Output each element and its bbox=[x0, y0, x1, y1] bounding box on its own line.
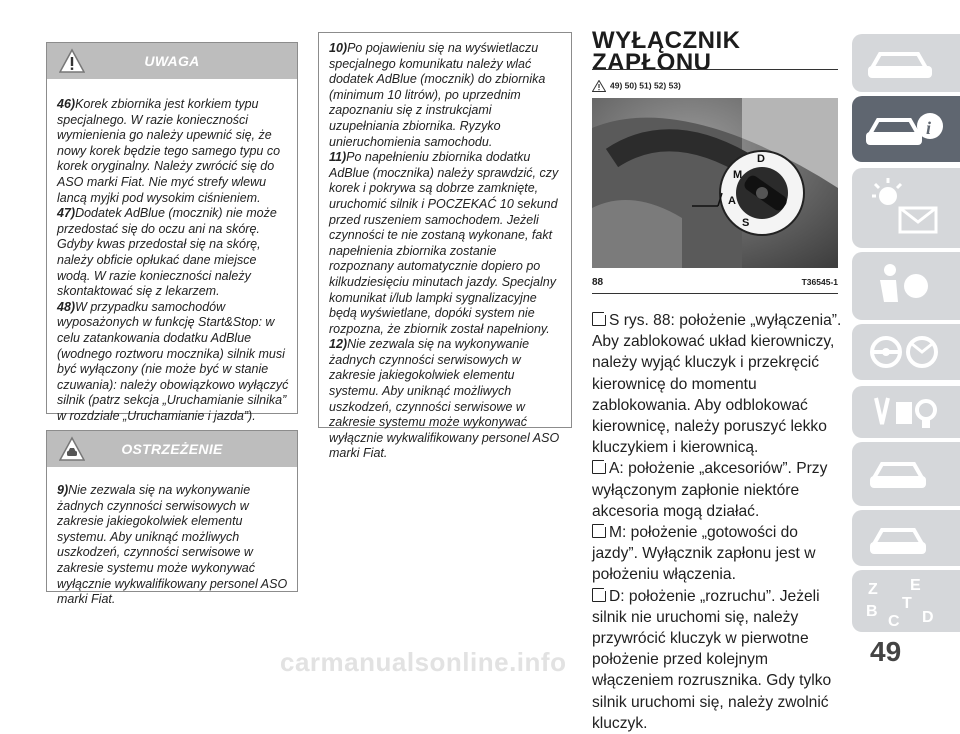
item-number: 9) bbox=[57, 483, 69, 497]
paragraph bbox=[592, 458, 844, 522]
item-number: 46) bbox=[57, 97, 76, 111]
list-item bbox=[329, 337, 563, 462]
caution-box-header bbox=[47, 431, 297, 467]
index-letter: Z bbox=[868, 581, 878, 598]
tab-warning-lights[interactable] bbox=[852, 168, 960, 248]
paragraph bbox=[592, 522, 844, 586]
index-letter: C bbox=[888, 613, 900, 630]
car-maintenance-icon bbox=[866, 450, 936, 498]
item-text: Dodatek AdBlue (mocznik) nie może przedostać się do oczu ani na skórę. Gdyby kwas przedostał się na skórę, należy obficie opłukać dane miejsce wodą. W razie konieczności należy skontaktować się z lekarzem. bbox=[57, 206, 277, 299]
item-text: Po pojawieniu się na wyświetlaczu specjalnego komunikatu należy wlać dodatek AdBlue (mocznik) do zbiornika (minimum 10 litrów), po uprzednim zapoznaniu się z instrukcjami uzupełniania zbiornika. Ryzyko unieruchomienia samochodu. bbox=[329, 41, 546, 149]
list-item bbox=[57, 206, 289, 300]
checkbox-bullet-icon bbox=[592, 588, 606, 602]
section-heading bbox=[592, 27, 838, 76]
item-number: 47) bbox=[57, 206, 76, 221]
figure-number: 88 bbox=[592, 277, 604, 288]
paragraph bbox=[592, 586, 844, 734]
index-letter: E bbox=[910, 578, 921, 594]
list-item bbox=[57, 97, 289, 206]
tab-safety[interactable] bbox=[852, 252, 960, 320]
item-text: Po napełnieniu zbiornika dodatku AdBlue (mocznika) należy sprawdzić, czy korek i pokrywa są dobrze zamknięte, uruchomić silnik i POCZEKAĆ 10 sekund przed ruszeniem samochodem. Jeżeli czynności te nie zostaną wykonane, fakt napełnienia zbiornika zostanie rozpoznany automatycznie dopiero po kilkudziesięciu minutach jazdy. Specjalny komunikat i/lub lampki sygnalizacyjne będą wyświetlane, dopóki system nie rozpozna, że zbiornik został napełniony. bbox=[329, 150, 559, 336]
continued-warning-box bbox=[318, 32, 572, 461]
key-position-label: S bbox=[742, 217, 750, 229]
ignition-description bbox=[592, 310, 844, 734]
paragraph-text: S rys. 88: położenie „wyłączenia”. Aby zablokować układ kierowniczy, należy wyjąć kluczyk i przekręcić kierownicę do momentu zablokowania. Aby odblokować kierownicę, należy poruszyć lekko kluczykiem i kierownicą. bbox=[592, 312, 842, 457]
item-text: Korek zbiornika jest korkiem typu specjalnego. W razie konieczności wymienienia go należy upewnić się, że nowy korek będzie tego samego typu co korek oryginalny. Należy zwrócić się do ASO marki Fiat. Nie myć strefy wlewu lancą myjki pod wysokim ciśnieniem. bbox=[57, 97, 281, 205]
tab-car-info[interactable] bbox=[852, 96, 960, 162]
svg-text:i: i bbox=[926, 118, 932, 138]
index-letter: D bbox=[922, 609, 934, 626]
key-position-label: A bbox=[728, 195, 736, 207]
item-number: 10) bbox=[329, 41, 348, 55]
caution-box-body bbox=[47, 467, 297, 608]
list-item bbox=[329, 41, 563, 150]
continued-warning-body bbox=[319, 33, 571, 462]
airbag-icon bbox=[866, 260, 936, 310]
car-icon bbox=[866, 42, 936, 84]
watermark: carmanualsonline.info bbox=[280, 647, 567, 677]
list-item bbox=[57, 300, 289, 425]
paragraph-text: A: położenie „akcesoriów”. Przy wyłączonym zapłonie niektóre akcesoria mogą działać. bbox=[592, 460, 828, 520]
paragraph-text: D: położenie „rozruchu”. Jeżeli silnik nie uruchomi się, należy przywrócić kluczyk w pierwotne położenie przed kolejnym włączeniem rozrusznika. Gdy tylko silnik uruchomi się, należy zwolnić kluczyk. bbox=[592, 587, 832, 732]
tab-index[interactable] bbox=[852, 570, 960, 632]
tab-technical-data[interactable] bbox=[852, 510, 960, 566]
warning-references bbox=[592, 80, 681, 92]
warning-lights-icon bbox=[866, 176, 946, 238]
list-item bbox=[57, 483, 289, 608]
tab-driving[interactable] bbox=[852, 324, 960, 380]
paragraph bbox=[592, 310, 844, 458]
emergency-icon bbox=[866, 394, 946, 434]
checkbox-bullet-icon bbox=[592, 312, 606, 326]
tab-maintenance[interactable] bbox=[852, 442, 960, 506]
key-position-label: D bbox=[757, 153, 765, 165]
list-item bbox=[329, 150, 563, 337]
warning-box-header bbox=[47, 43, 297, 79]
item-text: Nie zezwala się na wykonywanie żadnych czynności serwisowych w zakresie jakiegokolwiek elementu systemu. Aby uniknąć możliwych uszkodzeń, czynności serwisowe w zakresie systemu może wykonywać wyłącznie wykwalifikowany personel ASO marki Fiat. bbox=[329, 337, 560, 461]
warning-triangle-icon bbox=[592, 80, 606, 92]
caution-box bbox=[46, 430, 298, 607]
checkbox-bullet-icon bbox=[592, 524, 606, 538]
paragraph-text: M: położenie „gotowości do jazdy”. Wyłącznik zapłonu jest w położeniu włączenia. bbox=[592, 524, 816, 584]
item-text: W przypadku samochodów wyposażonych w funkcję Start&Stop: w celu zatankowania dodatku AdBlue (wodnego roztworu mocznika) silnik musi być wyłączony (nie może być w stanie czuwania): należy obowiązkowo wyłączyć silnik (patrz sekcja „Uruchamianie silnika” w rozdziale „Uruchamianie i jazda”). bbox=[57, 299, 289, 423]
car-info-icon bbox=[866, 104, 946, 154]
reference-numbers: 49) 50) 51) 52) 53) bbox=[610, 80, 681, 91]
index-letter: B bbox=[866, 603, 878, 620]
heading-line: WYŁĄCZNIK bbox=[592, 27, 741, 54]
heading-divider bbox=[592, 69, 838, 70]
checkbox-bullet-icon bbox=[592, 460, 606, 474]
figure-code: T36545-1 bbox=[801, 277, 838, 287]
warning-box bbox=[46, 42, 298, 423]
heading-line: ZAPŁONU bbox=[592, 49, 712, 76]
index-icon bbox=[866, 578, 946, 630]
warning-box-title: UWAGA bbox=[144, 53, 200, 69]
steering-wheel-icon bbox=[866, 332, 946, 374]
ignition-switch-illustration bbox=[592, 98, 838, 268]
page-number: 49 bbox=[870, 636, 902, 667]
figure-divider bbox=[592, 293, 838, 294]
index-letter: T bbox=[902, 595, 912, 612]
item-number: 12) bbox=[329, 337, 348, 352]
ignition-switch-photo bbox=[592, 98, 838, 268]
item-number: 48) bbox=[57, 299, 76, 314]
tab-emergency[interactable] bbox=[852, 386, 960, 438]
warning-box-body bbox=[47, 79, 297, 424]
item-text: Nie zezwala się na wykonywanie żadnych czynności serwisowych w zakresie jakiegokolwiek elementu systemu. Aby uniknąć możliwych uszkodzeń, czynności serwisowe w zakresie systemu może wykonywać wyłącznie wykwalifikowany personel ASO marki Fiat. bbox=[57, 483, 288, 607]
item-number: 11) bbox=[329, 150, 347, 165]
technical-data-icon bbox=[866, 518, 936, 560]
caution-box-title: OSTRZEŻENIE bbox=[121, 441, 223, 457]
key-position-label: M bbox=[733, 169, 743, 181]
tab-car[interactable] bbox=[852, 34, 960, 92]
